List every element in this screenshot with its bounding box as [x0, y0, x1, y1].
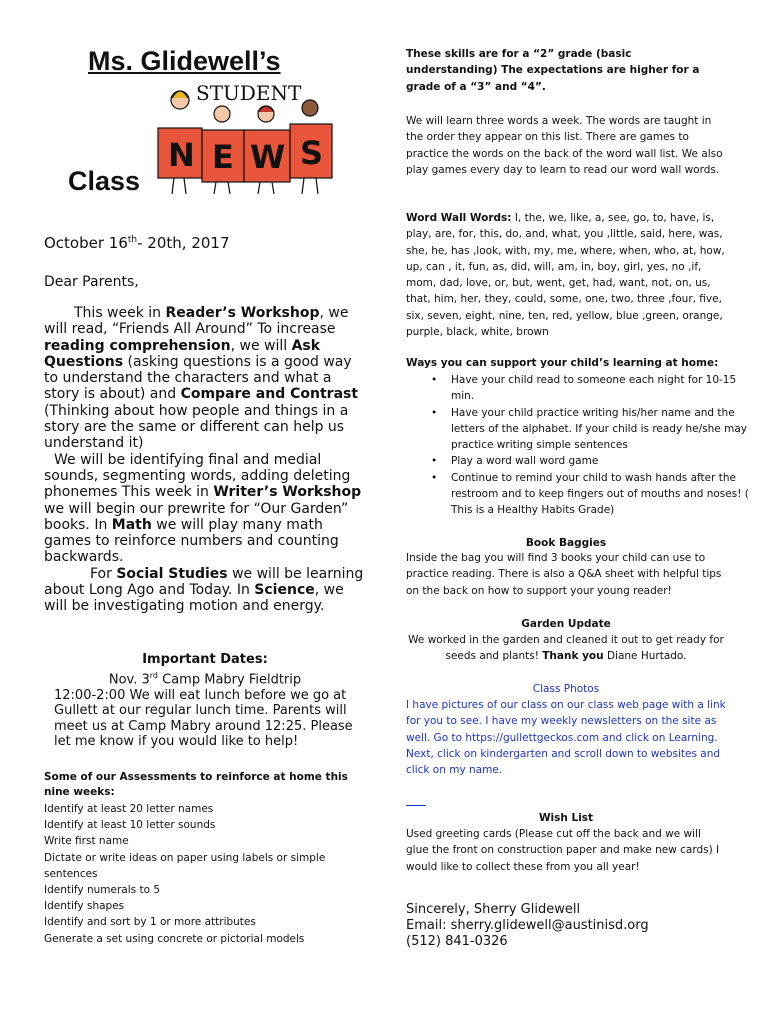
divider	[406, 805, 426, 806]
fieldtrip-name: Camp Mabry Fieldtrip	[158, 672, 302, 688]
ways-list	[406, 372, 751, 519]
intro-bold: Ask Questions	[44, 337, 321, 370]
fieldtrip-suffix: rd	[149, 671, 158, 680]
intro-text: , we will	[230, 337, 292, 354]
card-letter-e: E	[212, 138, 234, 176]
list-item: Identify at least 20 letter names	[44, 803, 214, 815]
words-intro: We will learn three words a week. The words are taught in the order they appear on this list. There are games to practice the words on the back of the word wall list. We also play games every day to learn to read our word wall words.	[406, 115, 723, 176]
intro-bold: Reader’s Workshop	[165, 305, 320, 321]
intro-text: We will be identifying final and medial sounds, segmenting words, adding deleting phonemes This week in	[44, 451, 351, 501]
word-wall-list: I, the, we, like, a, see, go, to, have, is, play, are, for, this, do, and, what, you ,little, said, here, was, she, he, has ,look, with, my, me, where, when, who, at, how, up, can , it, fun, as, did, will, am, in, boy, girl, yes, no ,if, mom, dad, love, or, but, went, get, had, want, not, on, us, that, him, her, they, could, some, one, two, three ,four, five, six, seven, eight, nine, ten, red, yellow, blue ,green, orange, purple, black, white, brown	[406, 212, 725, 339]
date-start: October 16	[44, 234, 128, 252]
intro-bold: Writer’s Workshop	[213, 484, 362, 501]
garden-text: We worked in the garden and cleaned it out to get ready for seeds and plants!	[408, 634, 724, 663]
list-item: • Have your child read to someone each night for 10-15 min.	[431, 372, 751, 405]
intro-text: , we will be investigating motion and energy.	[44, 582, 344, 615]
book-baggies-body: Inside the bag you will find 3 books your child can use to practice reading. There is also a Q&A sheet with helpful tips on the back on how to support your young reader!	[406, 552, 722, 597]
intro-bold: Compare and Contrast	[180, 386, 359, 403]
date-end: - 20th, 2017	[137, 234, 230, 252]
class-photos-body: I have pictures of our class on our class web page with a link for you to see. I have my weekly newsletters on the site as well. Go to https://gullettgeckos.com and click on Learning. Next, click on kindergarten and scroll down to websites and click on my name.	[406, 699, 726, 777]
wish-list-title: Wish List	[538, 812, 594, 824]
list-item: • Play a word wall word game	[431, 453, 751, 469]
list-item: Generate a set using concrete or pictorial models	[44, 932, 305, 945]
greeting: Dear Parents,	[44, 274, 139, 290]
intro-text: For	[90, 565, 117, 582]
signoff-phone: (512) 841-0326	[406, 934, 508, 949]
logo-student-text: STUDENT	[196, 81, 302, 105]
list-item: Dictate or write ideas on paper using labels or simple sentences	[44, 851, 326, 880]
signoff-email: Email: sherry.glidewell@austinisd.org	[406, 918, 649, 933]
list-item: Identify at least 10 letter sounds	[44, 819, 216, 832]
intro-bold: Science	[254, 582, 315, 599]
important-dates-title: Important Dates:	[142, 652, 268, 667]
date-suffix: th	[127, 235, 138, 245]
class-heading: Class	[68, 166, 141, 196]
card-letter-s: S	[300, 134, 324, 172]
intro-bold: Math	[111, 516, 152, 533]
word-wall-words	[406, 210, 726, 340]
intro-text: we will be learning about Long Ago and Today. In	[44, 565, 364, 599]
garden-thanks: Thank you	[542, 650, 604, 663]
page-title: Ms. Glidewell’s	[88, 46, 281, 76]
fieldtrip-details: 12:00-2:00 We will eat lunch before we go at Gullett at our regular lunch time. Parents will meet us at Camp Mabry around 12:25. Please let me know if you would like to help!	[54, 687, 353, 750]
list-item: Write first name	[44, 835, 129, 848]
assessments-title: Some of our Assessments to reinforce at home this nine weeks:	[44, 771, 348, 798]
list-item: Identify numerals to 5	[44, 884, 161, 897]
wish-list-body: Used greeting cards (Please cut off the back and we will glue the front on construction paper and make new cards) I would like to collect these from you all year!	[406, 828, 720, 873]
fieldtrip-date: Nov. 3	[108, 672, 150, 688]
intro-text: , we will read, “Friends All Around” To increase	[44, 305, 349, 338]
word-wall-label: Word Wall Words:	[406, 212, 512, 224]
class-photos-title: Class Photos	[532, 683, 600, 695]
signoff-name: Sincerely, Sherry Glidewell	[406, 902, 581, 917]
garden-tail: Diane Hurtado.	[603, 650, 687, 663]
student-news-logo	[150, 78, 338, 198]
list-item: • Have your child practice writing his/her name and the letters of the alphabet. If your child is ready he/she may practice writing simple sentences	[431, 405, 751, 454]
skills-note: These skills are for a “2” grade (basic understanding) The expectations are higher for a grade of a “3” and “4”.	[406, 48, 700, 93]
signoff	[406, 902, 649, 950]
important-dates-body	[44, 668, 366, 750]
assessments-list	[44, 801, 366, 947]
intro-paragraph	[44, 305, 366, 615]
list-item: Identify and sort by 1 or more attributes	[44, 916, 256, 929]
newsletter-date	[44, 234, 230, 252]
card-letter-n: N	[168, 136, 195, 174]
intro-bold: Social Studies	[116, 565, 228, 582]
intro-text: we will play many math games to reinforce numbers and counting backwards.	[44, 516, 339, 566]
intro-text: (Thinking about how people and things in a story are the same or different can help us understand it)	[44, 402, 349, 452]
book-baggies-title: Book Baggies	[525, 537, 607, 549]
list-item: Identify shapes	[44, 900, 125, 913]
intro-text: we will begin our prewrite for “Our Garden” books. In	[44, 500, 349, 533]
intro-bold: reading comprehension	[44, 337, 231, 354]
list-item: • Continue to remind your child to wash hands after the restroom and to keep fingers out of mouths and noses! ( This is a Healthy Habits Grade)	[431, 470, 751, 519]
intro-text: This week in	[74, 305, 166, 321]
card-letter-w: W	[250, 138, 286, 176]
intro-text: (asking questions is a good way to understand the characters and what a story is about) and	[44, 353, 352, 403]
fieldtrip-line	[44, 668, 366, 688]
garden-title: Garden Update	[521, 618, 611, 630]
ways-title: Ways you can support your child’s learning at home:	[406, 357, 719, 369]
garden-body	[406, 632, 726, 665]
